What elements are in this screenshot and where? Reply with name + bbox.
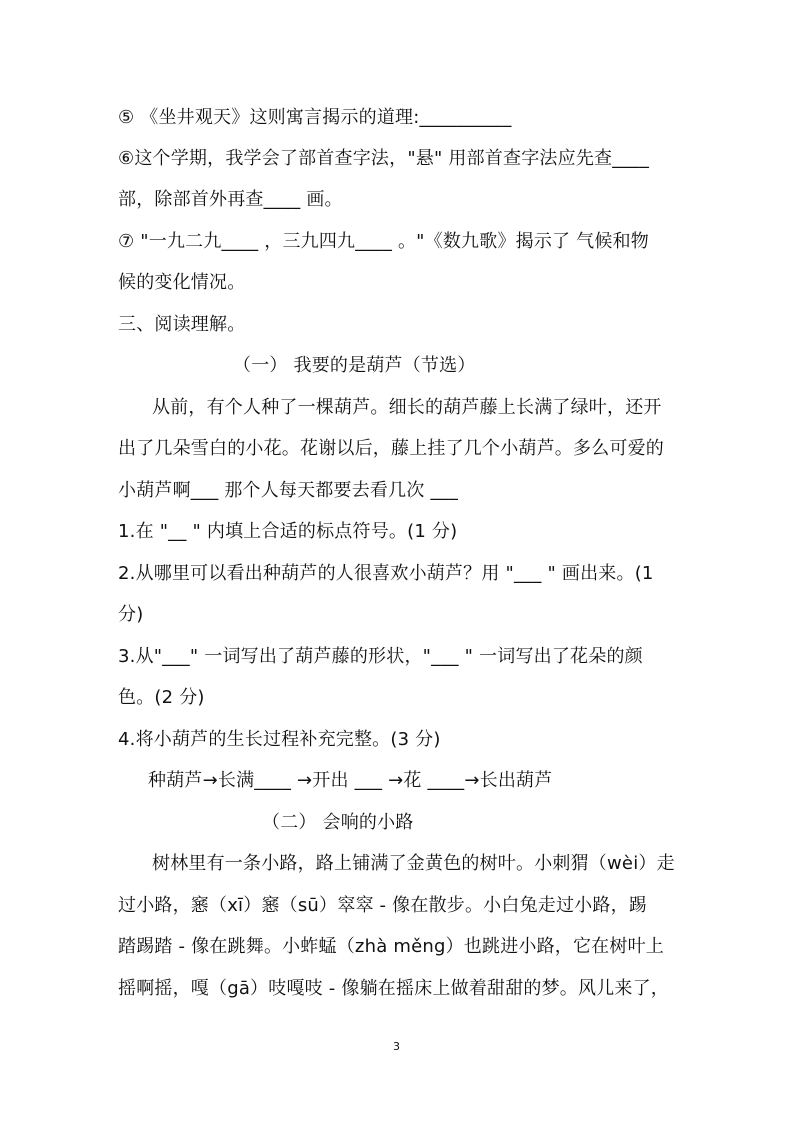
question-5-line: ⑤ 《坐井观天》这则寓言揭示的道理:__________ bbox=[118, 107, 512, 128]
reading-question-2-line-1: 2.从哪里可以看出种葫芦的人很喜欢小葫芦？用 "___ " 画出来。(1 bbox=[118, 563, 654, 584]
passage-2-paragraph-line-1: 树林里有一条小路，路上铺满了金黄色的树叶。小刺猬（wèi）走 bbox=[152, 853, 675, 874]
reading-question-1: 1.在 "__ " 内填上合适的标点符号。(1 分) bbox=[118, 521, 458, 542]
passage-1-paragraph-line-2: 出了几朵雪白的小花。花谢以后，藤上挂了几个小葫芦。多么可爱的 bbox=[118, 438, 664, 459]
page-number: 3 bbox=[393, 1040, 400, 1053]
reading-question-3-line-2: 色。(2 分) bbox=[118, 687, 205, 708]
passage-2-paragraph-line-3: 踏踢踏 - 像在跳舞。小蚱蜢（zhà měng）也跳进小路，它在树叶上 bbox=[118, 936, 664, 957]
question-6-line-2: 部，除部首外再查____ 画。 bbox=[118, 189, 343, 210]
section-heading-reading: 三、阅读理解。 bbox=[118, 314, 246, 335]
passage-1-paragraph-line-1: 从前，有个人种了一棵葫芦。细长的葫芦藤上长满了绿叶，还开 bbox=[152, 397, 662, 418]
growth-process-chain: 种葫芦→长满____ →开出 ___ →花 ____→长出葫芦 bbox=[148, 770, 553, 791]
passage-2-paragraph-line-4: 摇啊摇，嘎（gā）吱嘎吱 - 像躺在摇床上做着甜甜的梦。风儿来了， bbox=[118, 978, 669, 999]
passage-1-paragraph-line-3: 小葫芦啊___ 那个人每天都要去看几次 ___ bbox=[118, 480, 459, 501]
reading-question-4: 4.将小葫芦的生长过程补充完整。(3 分) bbox=[118, 729, 441, 750]
passage-2-paragraph-line-2: 过小路，窸（xī）窸（sū）窣窣 - 像在散步。小白兔走过小路，踢 bbox=[118, 895, 647, 916]
question-6-line-1: ⑥这个学期，我学会了部首查字法，"悬" 用部首查字法应先查____ bbox=[118, 148, 650, 169]
passage-2-title: （二） 会响的小路 bbox=[262, 812, 414, 833]
reading-question-2-line-2: 分) bbox=[118, 604, 144, 625]
reading-question-3-line-1: 3.从"___" 一词写出了葫芦藤的形状，"___ " 一词写出了花朵的颜 bbox=[118, 646, 643, 667]
passage-1-title: （一） 我要的是葫芦（节选） bbox=[233, 355, 476, 376]
question-7-line-1: ⑦ "一九二九____ ，三九四九____ 。"《数九歌》揭示了 气候和物 bbox=[118, 231, 649, 252]
question-7-line-2: 候的变化情况。 bbox=[118, 272, 246, 293]
